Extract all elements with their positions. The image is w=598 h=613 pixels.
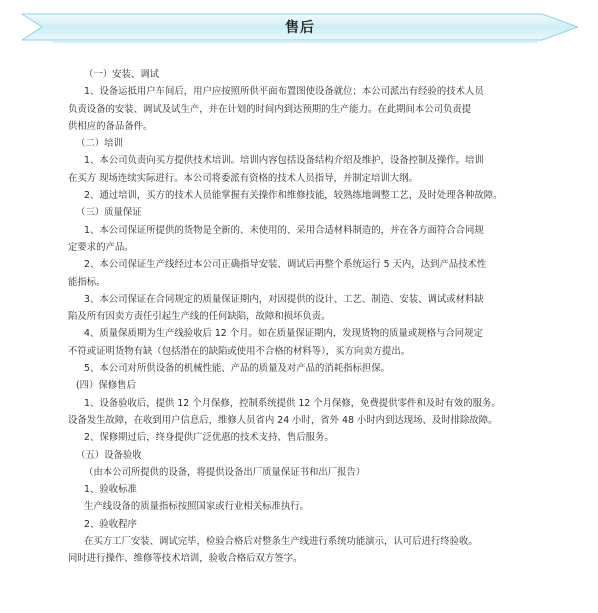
text-line: 能指标。 [68,276,106,288]
text-line: 同时进行操作、维修等技术培训，验收合格后双方签字。 [68,553,303,565]
text-line: 2、保修期过后，终身提供广泛优惠的技术支持、售后服务。 [84,432,334,444]
title-banner [22,8,578,46]
text-line: 5、本公司对所供设备的机械性能、产品的质量及对产品的消耗指标担保。 [84,363,390,375]
text-line: 定要求的产品。 [68,241,134,253]
text-line: 不符或证明货物有缺（包括潜在的缺陷或使用不合格的材料等），买方向卖方提出。 [68,345,411,357]
text-line: 2、验收程序 [84,518,137,530]
text-line: 3、本公司保证在合同规定的质量保证期内，对因提供的设计、工艺、制造、安装、调试或材料缺 [84,293,484,305]
text-line: （一）安装、调试 [84,69,160,80]
text-line: (四）保修售后 [76,380,136,392]
text-line: 供相应的备品备件。 [68,120,153,132]
text-line: 陷及所有因卖方责任引起生产线的任何缺陷，故障和损坏负责。 [68,311,331,323]
text-line: 在买方工厂安装、调试完毕，检验合格后对整条生产线进行系统功能演示，认可后进行终验收。 [84,536,478,548]
text-line: 1、验收标准 [84,484,137,496]
text-line: 4、质量保质期为生产线验收后 12 个月。如在质量保证期内，发现货物的质量或规格与合同规定 [84,328,483,340]
text-line: 2、通过培训，买方的技术人员能掌握有关操作和维修技能，较熟练地调整工艺，及时处理各种故障。 [84,190,503,202]
text-line: 2、本公司保证生产线经过本公司正确指导安装、调试后再整个系统运行 5 天内，达到产品技术性 [84,259,487,271]
text-line: 1、设备验收后，提供 12 个月保修，控制系统提供 12 个月保修，免费提供零件和及时有效的服务。 [84,397,501,409]
text-line: （由本公司所提供的设备，将提供设备出厂质量保证书和出厂报告） [84,466,366,478]
text-line: 1、本公司负责向买方提供技术培训。培训内容包括设备结构介绍及维护，设备控制及操作。培训 [84,155,484,167]
page-title: 售后 [285,20,315,36]
text-line: 1、本公司保证所提供的货物是全新的、未使用的、采用合适材料制造的，并在各方面符合合同规 [84,224,484,236]
text-line: 设备发生故障，在收到用户信息后，维修人员省内 24 小时，省外 48 小时内到达现场、及时排除故障。 [68,414,498,426]
text-line: 生产线设备的质量指标按照国家或行业相关标准执行。 [84,501,310,513]
text-line: 负责设备的安装、调试及试生产，并在计划的时间内到达预期的生产能力。在此期间本公司负责提 [68,103,472,115]
text-line: （五）设备验收 [76,449,142,461]
text-line: （三）质量保证 [76,207,142,219]
text-line: （二）培训 [76,138,123,150]
text-line: 1、设备运抵用户车间后，用户应按照所供平面布置图使设备就位；本公司派出有经验的技术人员 [84,86,484,98]
text-line: 在买方 现场连续实际进行。本公司将委派有资格的技术人员指导，并制定培训大纲。 [68,172,418,184]
after-sales-body [68,66,538,568]
